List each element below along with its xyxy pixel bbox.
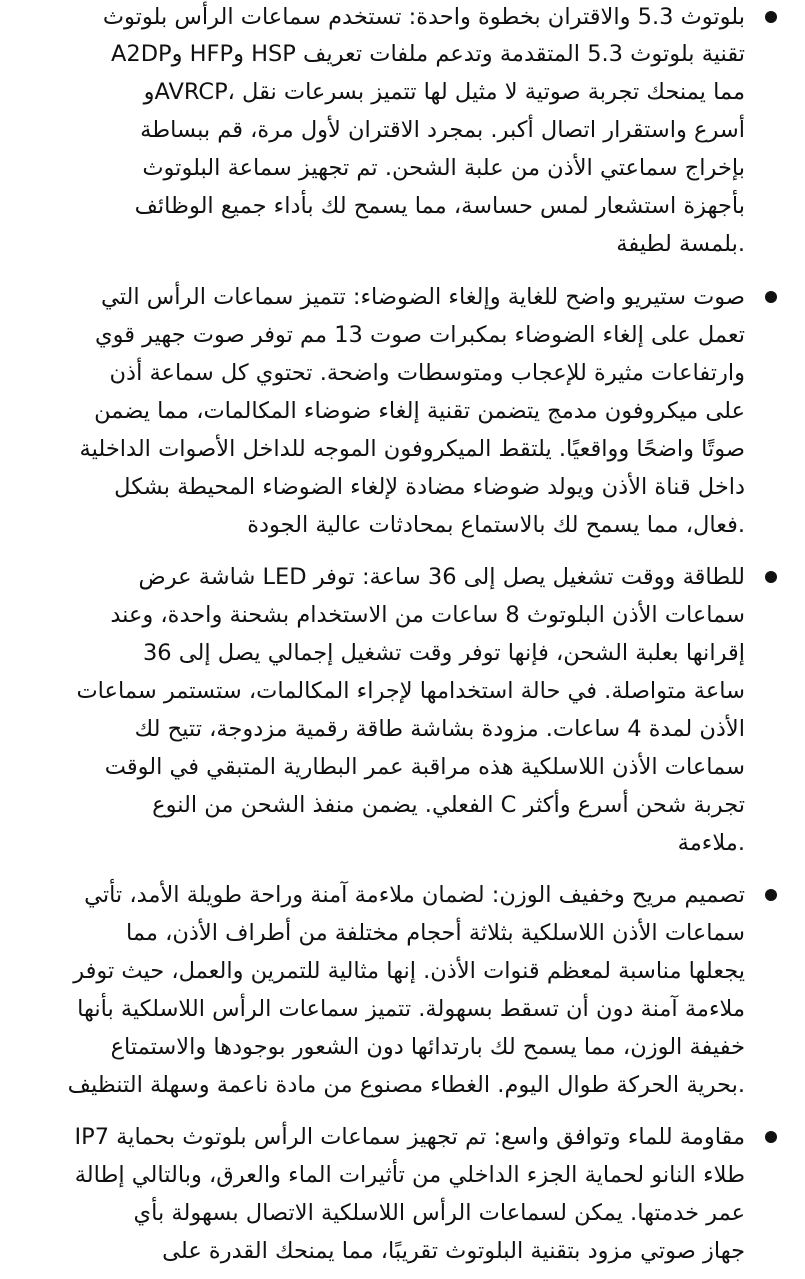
text-line: على ميكروفون مدمج يتضمن تقنية إلغاء ضوضاء المكالمات، مما يضمن	[94, 398, 745, 424]
text-line: صوتًا واضحًا وواقعيًا. يلتقط الميكروفون الموجه للداخل الأصوات الداخلية	[79, 436, 745, 462]
text-line: جهاز صوتي مزود بتقنية البلوتوث تقريبًا، مما يمنحك القدرة على	[162, 1238, 745, 1264]
text-line: صوت ستيريو واضح للغاية وإلغاء الضوضاء: تتميز سماعات الرأس التي	[100, 284, 745, 310]
text-line: ملاءمة آمنة دون أن تسقط بسهولة. تتميز سماعات الرأس اللاسلكية بأنها	[77, 996, 745, 1022]
text-line: تجربة شحن أسرع وأكثر C الفعلي. يضمن منفذ الشحن من النوع	[152, 792, 745, 818]
text-line: .ملاءمة	[677, 830, 745, 856]
text-line: أسرع واستقرار اتصال أكبر. بمجرد الاقتران لأول مرة، قم ببساطة	[140, 117, 745, 143]
text-line: ساعة متواصلة. في حالة استخدامها لإجراء المكالمات، ستستمر سماعات	[76, 678, 745, 704]
text-line: إقرانها بعلبة الشحن، فإنها توفر وقت تشغيل إجمالي يصل إلى 36	[142, 640, 745, 666]
text-line: داخل قناة الأذن ويولد ضوضاء مضادة لإلغاء الضوضاء المحيطة بشكل	[114, 474, 745, 500]
text-line: وارتفاعات مثيرة للإعجاب ومتوسطات واضحة. تحتوي كل سماعة أذن	[109, 360, 745, 386]
text-line: تصميم مريح وخفيف الوزن: لضمان ملاءمة آمنة وراحة طويلة الأمد، تأتي	[84, 882, 745, 908]
text-line: مما يمنحك تجربة صوتية لا مثيل لها تتميز بسرعات نقل ،AVRCPو	[143, 79, 745, 105]
text-line: .فعال، مما يسمح لك بالاستماع بمحادثات عالية الجودة	[247, 512, 745, 538]
text-line: للطاقة ووقت تشغيل يصل إلى 36 ساعة: توفر LED شاشة عرض	[138, 564, 745, 590]
bullet-dot-icon	[765, 1131, 777, 1143]
text-line: .بحرية الحركة طوال اليوم. الغطاء مصنوع من مادة ناعمة وسهلة التنظيف	[67, 1072, 745, 1098]
text-line: سماعات الأذن اللاسلكية هذه مراقبة عمر البطارية المتبقي في الوقت	[104, 754, 745, 780]
text-line: سماعات الأذن البلوتوث 8 ساعات من الاستخدام بشحنة واحدة، وعند	[110, 602, 745, 628]
text-line: A2DPو HFPو HSP تقنية بلوتوث 5.3 المتقدمة وتدعم ملفات تعريف	[111, 41, 745, 67]
bullet-dot-icon	[765, 571, 777, 583]
text-line: تعمل على إلغاء الضوضاء بمكبرات صوت 13 مم توفر صوت جهير قوي	[94, 322, 745, 348]
text-line: .بلمسة لطيفة	[616, 231, 745, 257]
text-line: بلوتوث 5.3 والاقتران بخطوة واحدة: تستخدم سماعات الرأس بلوتوث	[102, 4, 745, 30]
text-line: الأذن لمدة 4 ساعات. مزودة بشاشة طاقة رقمية مزدوجة، تتيح لك	[134, 716, 745, 742]
text-line: سماعات الأذن اللاسلكية بثلاثة أحجام مختلفة من أطراف الأذن، مما	[126, 920, 745, 946]
bullet-dot-icon	[765, 291, 777, 303]
text-line: خفيفة الوزن، مما يسمح لك بارتدائها دون الشعور بوجودها والاستمتاع	[110, 1034, 745, 1060]
text-line: يجعلها مناسبة لمعظم قنوات الأذن. إنها مثالية للتمرين والعمل، حيث توفر	[73, 958, 745, 984]
text-line: مقاومة للماء وتوافق واسع: تم تجهيز سماعات الرأس بلوتوث بحماية IP7	[74, 1124, 745, 1150]
text-line: بإخراج سماعتي الأذن من علبة الشحن. تم تجهيز سماعة البلوتوث	[142, 155, 745, 181]
bullet-dot-icon	[765, 11, 777, 23]
bullet-dot-icon	[765, 889, 777, 901]
text-line: طلاء النانو لحماية الجزء الداخلي من تأثيرات الماء والعرق، وبالتالي إطالة	[74, 1162, 745, 1188]
text-line: عمر خدمتها. يمكن لسماعات الرأس اللاسلكية الاتصال بسهولة بأي	[133, 1200, 745, 1226]
text-line: بأجهزة استشعار لمس حساسة، مما يسمح لك بأداء جميع الوظائف	[134, 193, 745, 219]
